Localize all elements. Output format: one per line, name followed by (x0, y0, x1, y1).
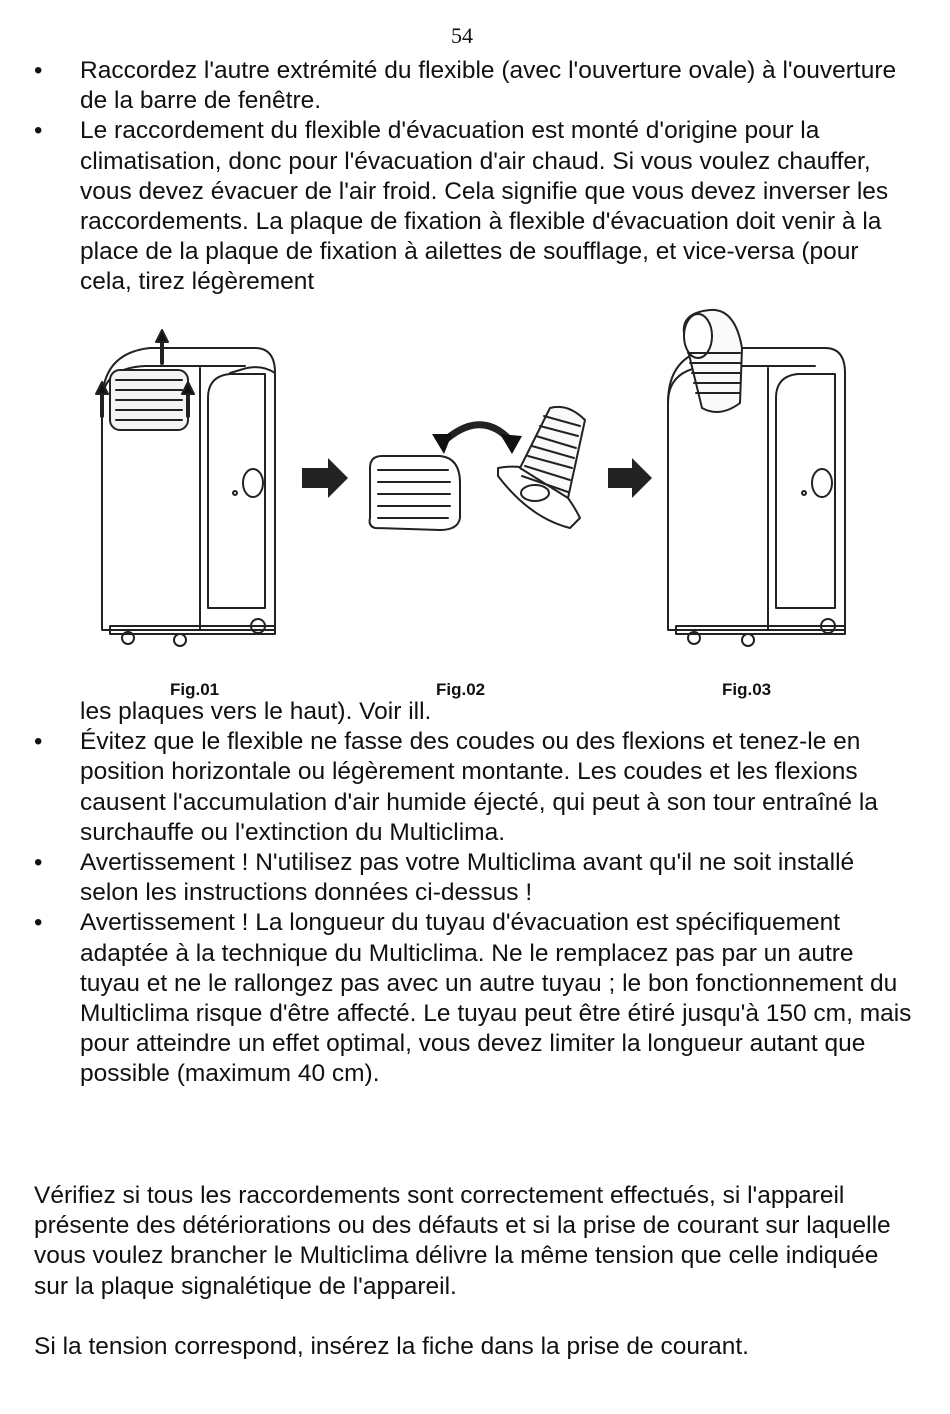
voltage-paragraph: Si la tension correspond, insérez la fiche dans la prise de courant. (34, 1333, 749, 1360)
list-item: • Évitez que le flexible ne fasse des coudes ou des flexions et tenez-le en position horizontale ou légèrement montante. Les coudes et les flexions causent l'accumulation d'air humide éjecté, qui peut à son tour entraîné la surchauffe ou l'extinction du Multiclima. (34, 727, 914, 848)
louvre-plate-fig02-illustration (370, 456, 460, 530)
fig01-label: Fig.01 (170, 680, 220, 699)
installation-figure (80, 308, 880, 700)
instruction-list-top (34, 56, 914, 298)
swap-arrow-head-right-icon (500, 434, 522, 454)
fig02-label: Fig.02 (436, 680, 486, 699)
swap-arrow-head-left-icon (432, 434, 452, 454)
air-conditioner-fig03-illustration (668, 310, 845, 646)
list-item-continuation: les plaques vers le haut). Voir ill. (80, 698, 432, 725)
list-item: • Avertissement ! N'utilisez pas votre Multiclima avant qu'il ne soit installé selon les instructions données ci-dessus ! (34, 848, 914, 908)
instruction-list-bottom (34, 697, 914, 1090)
arrow-right-icon (302, 458, 348, 498)
arrow-right-icon (608, 458, 652, 498)
list-item: • Le raccordement du flexible d'évacuation est monté d'origine pour la climatisation, donc pour l'évacuation d'air chaud. Si vous voulez chauffer, vous devez évacuer de l'air froid. Cela signifie que vous devez inverser les raccordements. La plaque de fixation à flexible d'évacuation doit venir à la place de la plaque de fixation à ailettes de soufflage, et vice-versa (pour cela, tirez légèrement (34, 116, 914, 297)
illustration-svg (80, 308, 880, 678)
air-conditioner-fig01-illustration (96, 330, 275, 646)
list-item: • Raccordez l'autre extrémité du flexible (avec l'ouverture ovale) à l'ouverture de la barre de fenêtre. (34, 56, 914, 116)
page-number: 54 (451, 23, 473, 48)
list-item: • Avertissement ! La longueur du tuyau d'évacuation est spécifiquement adaptée à la technique du Multiclima. Ne le remplacez pas par un autre tuyau et ne le rallongez pas avec un autre tuyau ; le bon fonctionnement du Multiclima risque d'être affecté. Le tuyau peut être étiré jusqu'à 150 cm, mais pour atteindre un effet optimal, vous devez limiter la longueur autant que possible (maximum 40 cm). (34, 908, 914, 1089)
fig03-label: Fig.03 (722, 680, 772, 699)
verification-paragraph: Vérifiez si tous les raccordements sont correctement effectués, si l'appareil présente des détériorations ou des défauts et si la prise de courant sur laquelle vous voulez brancher le Multiclima délivre la même tension que celle indiquée sur la plaque signalétique de l'appareil. (34, 1182, 891, 1300)
hose-plate-fig02-illustration (498, 407, 585, 528)
swap-arrow-icon (442, 425, 510, 443)
